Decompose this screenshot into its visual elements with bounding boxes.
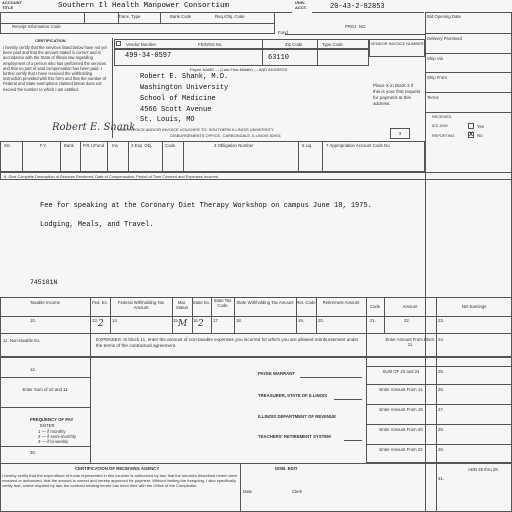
rule xyxy=(240,463,241,512)
item-12: 12. xyxy=(30,367,36,372)
sum-of: SUM OF 23 and 24 xyxy=(382,369,420,374)
account-title-value: Southern Il Health Manpower Consortium xyxy=(58,2,230,10)
code-ins: Ins xyxy=(112,143,118,148)
rule xyxy=(436,463,512,464)
vendor-checkbox[interactable] xyxy=(116,41,121,46)
bid-opening-date: Bid Opening Date xyxy=(427,14,461,19)
terms: Terms xyxy=(427,95,439,100)
row-num-21: 21. xyxy=(370,318,376,323)
row-num-18: 18. xyxy=(236,318,242,323)
rule xyxy=(240,463,436,464)
rule xyxy=(0,407,90,408)
bank-code: Bank Code xyxy=(170,14,192,19)
receipt-info-code: Receipt Information Code xyxy=(12,24,61,29)
fein-label: FEIN/SS No. xyxy=(198,42,223,47)
th-taxable-income: Taxable Income xyxy=(29,300,61,305)
rule xyxy=(436,357,437,512)
ies-1099-label: IES 1099 xyxy=(432,124,448,128)
item-27: 27. xyxy=(438,407,444,412)
rule xyxy=(425,112,512,113)
rule xyxy=(425,33,512,34)
vendor-number-value: 499-34-0597 xyxy=(125,52,172,60)
received-label: RECEIVED xyxy=(432,115,452,119)
rule xyxy=(425,92,512,93)
rule xyxy=(0,446,90,447)
code-obligation: 3 Obligation Number xyxy=(214,143,254,148)
freq-option-1: 1 — if monthly xyxy=(38,429,66,434)
rule xyxy=(366,366,512,367)
rule xyxy=(22,141,23,172)
payee-name-label: Payee NAME — (Last-First-Middle) — AND ADDRESS xyxy=(190,67,288,72)
fund-label: Fund xyxy=(278,30,288,35)
vendor-number-label: Vendor Number xyxy=(126,42,157,47)
expenses-text: EXPENSES: In block 11, enter the amount of non-taxable expenses you incurred for which you are allowed reimbursement under the terms of the contractual agreement. xyxy=(96,337,359,348)
th-state-withholding: State Withholding Tax Amount xyxy=(236,300,294,305)
description-ref: 745181N xyxy=(30,279,58,286)
th-code: Code xyxy=(369,304,381,309)
code-pri-fund: P.R.I./Fund xyxy=(82,143,105,148)
th-retirement-amount: Retirement Amount xyxy=(322,300,360,305)
reporting-label: REPORTING xyxy=(432,134,455,138)
item-30: 30. xyxy=(30,450,36,455)
trans-type: Trans. Type xyxy=(118,14,141,19)
payee-line-2: Washington University xyxy=(140,84,229,92)
th-net-earnings: Net Earnings xyxy=(461,304,487,309)
rule xyxy=(366,404,512,405)
rule xyxy=(160,12,161,23)
proj-no-label: PROJ. NO. xyxy=(345,24,367,29)
account-title-label: ACCOUNT TITLE xyxy=(2,0,22,10)
rule xyxy=(60,141,61,172)
rule xyxy=(312,12,424,13)
cert-receiving-text: I hereby certify that the expenditure of funds represented in this voucher is authorized by law, that the services described herein were received or authorized, that the amount is correct and hereby approved for payment. Without limiting the foregoing, I also specifically certify that, where required by law, the contract relating hereto has been filed with the Office of the Comptroller. xyxy=(2,473,238,489)
description-line-2: Lodging, Meals, and Travel. xyxy=(40,221,154,229)
description-heading: 8. Give Complete Description of Services Rendered, Date of Compensation, Period of Time Covered and Expenses Incurred xyxy=(4,174,219,179)
rule xyxy=(322,141,323,172)
payee-line-5: St. Louis, MO xyxy=(140,116,195,124)
univ-acct-label: UNIV. ACCT. xyxy=(295,0,307,10)
item-25: 25. xyxy=(438,369,444,374)
item-28: 28. xyxy=(438,427,444,432)
row-num-20: 20. xyxy=(318,318,324,323)
teachers-retirement: TEACHERS' RETIREMENT SYSTEM xyxy=(258,434,331,439)
rule xyxy=(84,12,85,23)
rule xyxy=(344,440,362,441)
zip-value: 63110 xyxy=(268,54,290,62)
rule xyxy=(425,72,512,73)
code-fy: F.Y. xyxy=(40,143,47,148)
rule xyxy=(384,297,385,333)
code-bank: Bank xyxy=(64,143,74,148)
rule xyxy=(107,141,108,172)
req-obj-code: Req./Obj. Code xyxy=(215,14,245,19)
item-24: 24. xyxy=(438,337,444,342)
row-num-22: 22. xyxy=(404,318,410,323)
payee-line-3: School of Medicine xyxy=(140,95,216,103)
mail-to: MAIL INVOICE AND/OR INVOICE VOUCHER TO: SOUTHERN ILLINOIS UNIVERSITY xyxy=(118,127,274,132)
row-num-17: 17. xyxy=(213,318,219,323)
row-num-14: 14. xyxy=(112,318,118,323)
code-code: Code xyxy=(165,143,176,148)
from-18: Enter Amount From 18 xyxy=(379,407,423,412)
yes-label: Yes xyxy=(477,124,485,129)
item-26: 26. xyxy=(438,387,444,392)
add-25-thru-29: ADD 25 thru 29. xyxy=(468,467,499,472)
enter-amount-block-11: Enter Amount From Block 11 xyxy=(385,337,435,347)
payee-warrant: PAYEE WARRANT xyxy=(258,371,296,376)
ship-from: Ship From xyxy=(427,75,447,80)
rule xyxy=(112,38,113,138)
code-liq: 6 Liq. xyxy=(302,143,313,148)
item-31: 31. xyxy=(438,476,444,481)
nontaxable-label: 11. Non-taxable Ex. xyxy=(3,338,41,343)
rule xyxy=(0,463,240,464)
signature: Robert E. Shank xyxy=(52,122,136,133)
vendor-invoice-label: VENDOR INVOICE NUMBER xyxy=(370,41,424,46)
rule xyxy=(234,297,235,333)
rule xyxy=(298,141,299,172)
mar-status-value: M xyxy=(178,319,188,329)
row-num-19: 19. xyxy=(298,318,304,323)
place-x-text: Place X in block 3 if this is your first request for payment at this address. xyxy=(373,83,421,106)
row-num-23: 23. xyxy=(438,318,444,323)
disb-edit: DISB. EDIT xyxy=(275,466,298,471)
row-num-10: 10. xyxy=(30,318,36,323)
yes-checkbox[interactable] xyxy=(468,123,474,129)
code-exp-obj: 4 Exp. Obj. xyxy=(131,143,153,148)
code-src: Src xyxy=(4,143,11,148)
th-state-ex: State Ex. xyxy=(192,300,211,305)
rule xyxy=(90,357,91,463)
ship-via: Ship Via xyxy=(427,56,443,61)
rule xyxy=(425,53,512,54)
clerk-label: Clerk xyxy=(292,489,303,494)
freq-option-3: 3 — if bi-weekly xyxy=(38,439,69,444)
rule xyxy=(90,333,91,357)
enter-sum: Enter Sum of 10 and 11 xyxy=(22,387,68,392)
rule xyxy=(366,444,512,445)
code-appropriation: 7 Appropriation Account Code No. xyxy=(326,143,391,148)
from-14: Enter Amount From 14 xyxy=(379,387,423,392)
description-line-1: Fee for speaking at the Coronary Diet Therapy Workshop on campus June 18, 1975. xyxy=(40,202,372,210)
row-num-13: 13. xyxy=(92,318,98,323)
rule xyxy=(0,377,90,378)
th-ret-code: Ret. Code xyxy=(296,300,316,305)
item-29: 29. xyxy=(438,447,444,452)
block-3-label: 3 xyxy=(398,131,402,136)
date-label: Date xyxy=(243,489,253,494)
rule xyxy=(162,141,163,172)
frequency-enter: ENTER xyxy=(40,423,55,428)
rule xyxy=(285,34,425,35)
th-fed-withholding: Federal Withholding Tax Amount xyxy=(117,300,165,310)
row-num-15: 15. xyxy=(173,318,179,323)
rule xyxy=(334,399,362,400)
freq-option-2: 2 — if semi-monthly xyxy=(38,434,76,439)
mail-to-2: DISBURSEMENTS OFFICE, CARBONDALE, ILLINOIS 62901 xyxy=(170,133,281,138)
from-22: Enter Amount From 22 xyxy=(379,447,423,452)
rule xyxy=(114,49,369,66)
rule xyxy=(183,141,184,172)
type-label: Type Code xyxy=(322,42,343,47)
th-state-tax-code: State Tax Code xyxy=(213,298,232,308)
row-num-16: 16. xyxy=(193,318,199,323)
rule xyxy=(366,384,512,385)
univ-acct-value: 20-43-2-82853 xyxy=(330,3,385,11)
fed-ex-value: 2 xyxy=(98,319,104,329)
from-20: Enter Amount From 20 xyxy=(379,427,423,432)
delivery-promised: Delivery Promised xyxy=(427,36,462,41)
payee-line-4: 4566 Scott Avenue xyxy=(140,106,212,114)
th-amount: Amount xyxy=(402,304,418,309)
zip-label: Zip Code xyxy=(285,42,303,47)
rule xyxy=(128,141,129,172)
th-mar-status: Mar. Status xyxy=(175,300,189,310)
treasurer: TREASURER, STATE OF ILLINOIS xyxy=(258,393,328,398)
state-ex-value: 2 xyxy=(198,319,204,329)
cert-receiving-heading: CERTIFICATION OF RECEIVING AGENCY xyxy=(75,466,160,471)
rule xyxy=(300,377,362,378)
no-x-mark: X xyxy=(468,132,473,138)
rule xyxy=(110,297,111,333)
frequency-heading: FREQUENCY OF PAY xyxy=(30,417,74,422)
th-fed-ex: Fed. Ex. xyxy=(91,300,108,305)
certification-text: I hereby certify that the services listed below have not yet been paid and that the amount stated is correct and in accordance with the State of Illinois law regarding employment of a person who has performed the services and that no part of said compensation has been paid. I further certify that I have received the withholding instruction provided with this form and that the number of Federal and State exemptions claimed below does not exceed the number to which I am entitled. xyxy=(3,45,107,92)
certification-heading: CERTIFICATION xyxy=(35,38,66,43)
rule xyxy=(366,424,512,425)
no-label: No xyxy=(477,133,483,138)
revenue-dept: ILLINOIS DEPARTMENT OF REVENUE xyxy=(258,414,336,419)
payee-line-1: Robert E. Shank, M.D. xyxy=(140,73,229,81)
